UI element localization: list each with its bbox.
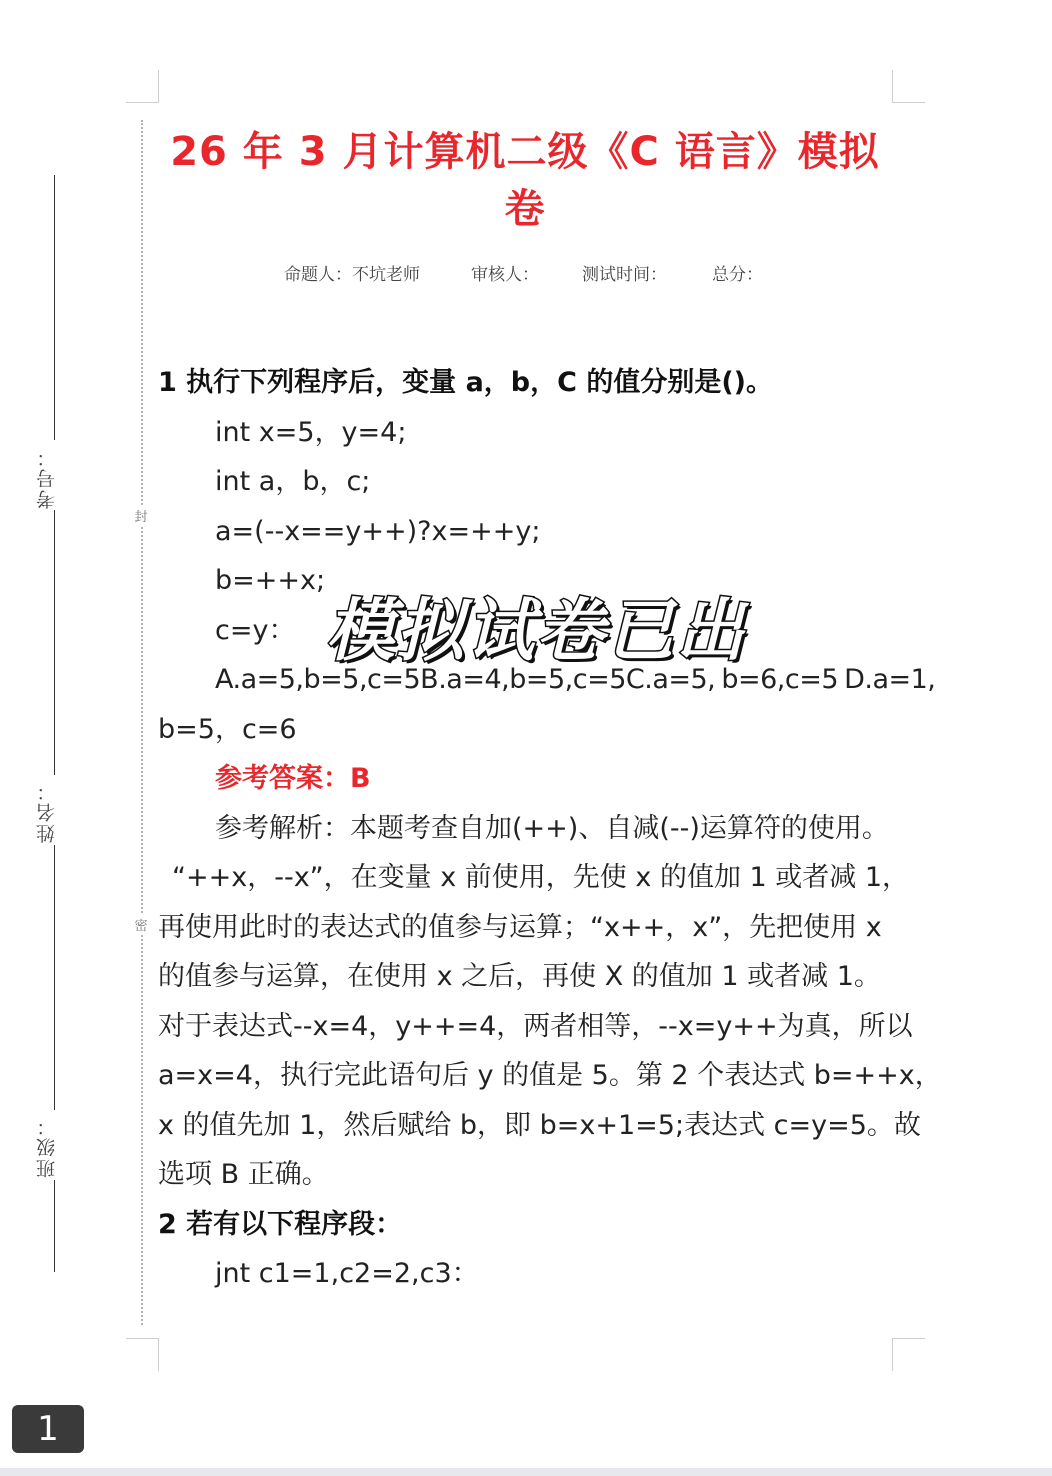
- bottom-bar: [0, 1468, 1052, 1476]
- answer-line: 参考答案：B: [215, 763, 371, 794]
- explanation-line: “++x，--x”，在变量 x 前使用，先使 x 的值加 1 或者减 1，: [172, 862, 910, 893]
- binding-seal-char: 封: [131, 506, 151, 525]
- binding-line: [141, 120, 143, 1325]
- side-rule: [54, 510, 55, 775]
- exam-number-label: 考号：: [36, 446, 58, 509]
- code-line: a=(--x==y++)?x=++y;: [215, 515, 541, 547]
- binding-secret-char: 密: [131, 915, 151, 934]
- side-rule: [54, 175, 55, 440]
- question-2-title: 2 若有以下程序段：: [158, 1208, 403, 1240]
- question-1-title: 1 执行下列程序后，变量 a，b，C 的值分别是()。: [158, 367, 774, 398]
- code-line: b=++x;: [215, 565, 326, 596]
- explanation-line: 参考解析：本题考查自加(++)、自减(--)运算符的使用。: [215, 812, 889, 844]
- explanation-line: 对于表达式--x=4，y++=4，两者相等，--x=y++为真，所以: [158, 1010, 913, 1042]
- total-score-field: 总分：: [712, 265, 763, 285]
- code-line: int a，b，c;: [215, 466, 371, 497]
- question-content: [158, 358, 942, 1299]
- name-label: 姓名：: [36, 780, 58, 843]
- corner-mark: [892, 1338, 925, 1371]
- test-time-field: 测试时间：: [582, 265, 667, 285]
- author-field: 命题人：不坑老师: [284, 265, 420, 285]
- corner-mark: [892, 70, 925, 103]
- reviewer-field: 审核人：: [471, 265, 539, 285]
- explanation-line: 选项 B 正确。: [158, 1159, 329, 1190]
- explanation-line: 再使用此时的表达式的值参与运算；“x++，x”，先把使用 x: [158, 911, 882, 943]
- code-line: jnt c1=1,c2=2,c3：: [215, 1258, 479, 1289]
- page-title: 26 年 3 月计算机二级《C 语言》模拟卷: [170, 129, 880, 232]
- overlay-caption: 模拟试卷已出: [326, 592, 747, 671]
- code-line: c=y：: [215, 614, 296, 646]
- explanation-line: 的值参与运算，在使用 x 之后，再使 X 的值加 1 或者减 1。: [158, 961, 881, 992]
- page-number-badge[interactable]: 1: [12, 1405, 84, 1453]
- class-label: 班级：: [36, 1115, 58, 1178]
- side-rule: [54, 1180, 55, 1272]
- code-line: int x=5，y=4;: [215, 416, 407, 448]
- options-line: A.a=5,b=5,c=5B.a=4,b=5,c=5C.a=5, b=6,c=5 D.a=1,: [215, 664, 936, 695]
- options-line: b=5，c=6: [158, 713, 297, 745]
- corner-mark: [126, 1338, 159, 1371]
- corner-mark: [126, 70, 159, 103]
- explanation-line: a=x=4，执行完此语句后 y 的值是 5。第 2 个表达式 b=++x，: [158, 1060, 942, 1091]
- side-rule: [54, 845, 55, 1110]
- explanation-line: x 的值先加 1，然后赋给 b，即 b=x+1=5;表达式 c=y=5。故: [158, 1109, 921, 1141]
